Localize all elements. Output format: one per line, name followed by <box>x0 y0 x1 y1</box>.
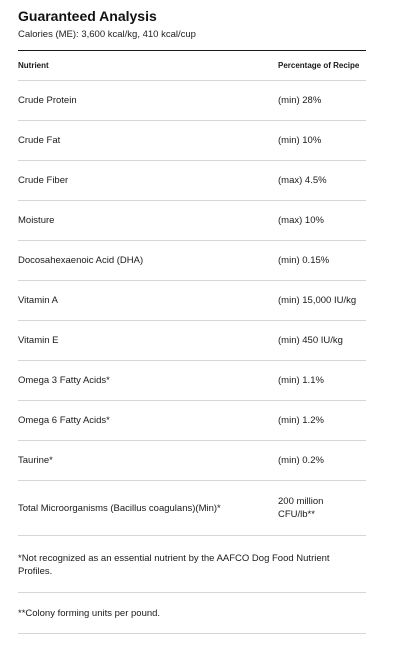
footnote-aafco: *Not recognized as an essential nutrient by the AAFCO Dog Food Nutrient Profiles. <box>18 536 366 593</box>
calories-text: Calories (ME): 3,600 kcal/kg, 410 kcal/cup <box>18 29 196 40</box>
nutrient-value: (min) 15,000 IU/kg <box>278 295 357 306</box>
nutrient-name: Crude Fiber <box>18 175 69 186</box>
table-row <box>18 281 366 321</box>
nutrient-value: (min) 0.15% <box>278 255 330 266</box>
table-row <box>18 241 366 281</box>
nutrient-value: (min) 0.2% <box>278 455 324 466</box>
table-row <box>18 321 366 361</box>
table-row <box>18 441 366 481</box>
nutrient-name: Crude Protein <box>18 95 77 106</box>
footnote-cfu: **Colony forming units per pound. <box>18 593 366 634</box>
nutrient-name: Taurine* <box>18 455 53 466</box>
nutrient-name: Omega 6 Fatty Acids* <box>18 415 110 426</box>
table-row <box>18 401 366 441</box>
table-row <box>18 481 366 536</box>
page-title: Guaranteed Analysis <box>18 8 157 24</box>
nutrient-value-cell <box>278 495 366 521</box>
table-row <box>18 201 366 241</box>
nutrient-value: (min) 10% <box>278 135 322 146</box>
nutrient-value: (min) 450 IU/kg <box>278 335 343 346</box>
table-header <box>18 51 366 81</box>
nutrient-name: Docosahexaenoic Acid (DHA) <box>18 255 144 266</box>
nutrient-value: (max) 10% <box>278 215 324 226</box>
nutrient-name: Crude Fat <box>18 135 61 146</box>
nutrient-name: Omega 3 Fatty Acids* <box>18 375 110 386</box>
nutrient-value: (min) 1.2% <box>278 415 324 426</box>
table-row <box>18 361 366 401</box>
nutrient-value: (max) 4.5% <box>278 175 327 186</box>
table-row <box>18 121 366 161</box>
nutrient-name: Vitamin A <box>18 295 58 306</box>
nutrient-name: Vitamin E <box>18 335 59 346</box>
header-percentage: Percentage of Recipe <box>278 61 360 70</box>
nutrient-name: Total Microorganisms (Bacillus coagulans)(Min)* <box>18 502 221 514</box>
nutrient-value: (min) 28% <box>278 95 322 106</box>
nutrient-value: 200 million CFU/lb** <box>278 496 324 520</box>
table-row <box>18 161 366 201</box>
nutrient-name: Moisture <box>18 215 55 226</box>
nutrient-value: (min) 1.1% <box>278 375 324 386</box>
table-row <box>18 81 366 121</box>
header-nutrient: Nutrient <box>18 61 49 70</box>
